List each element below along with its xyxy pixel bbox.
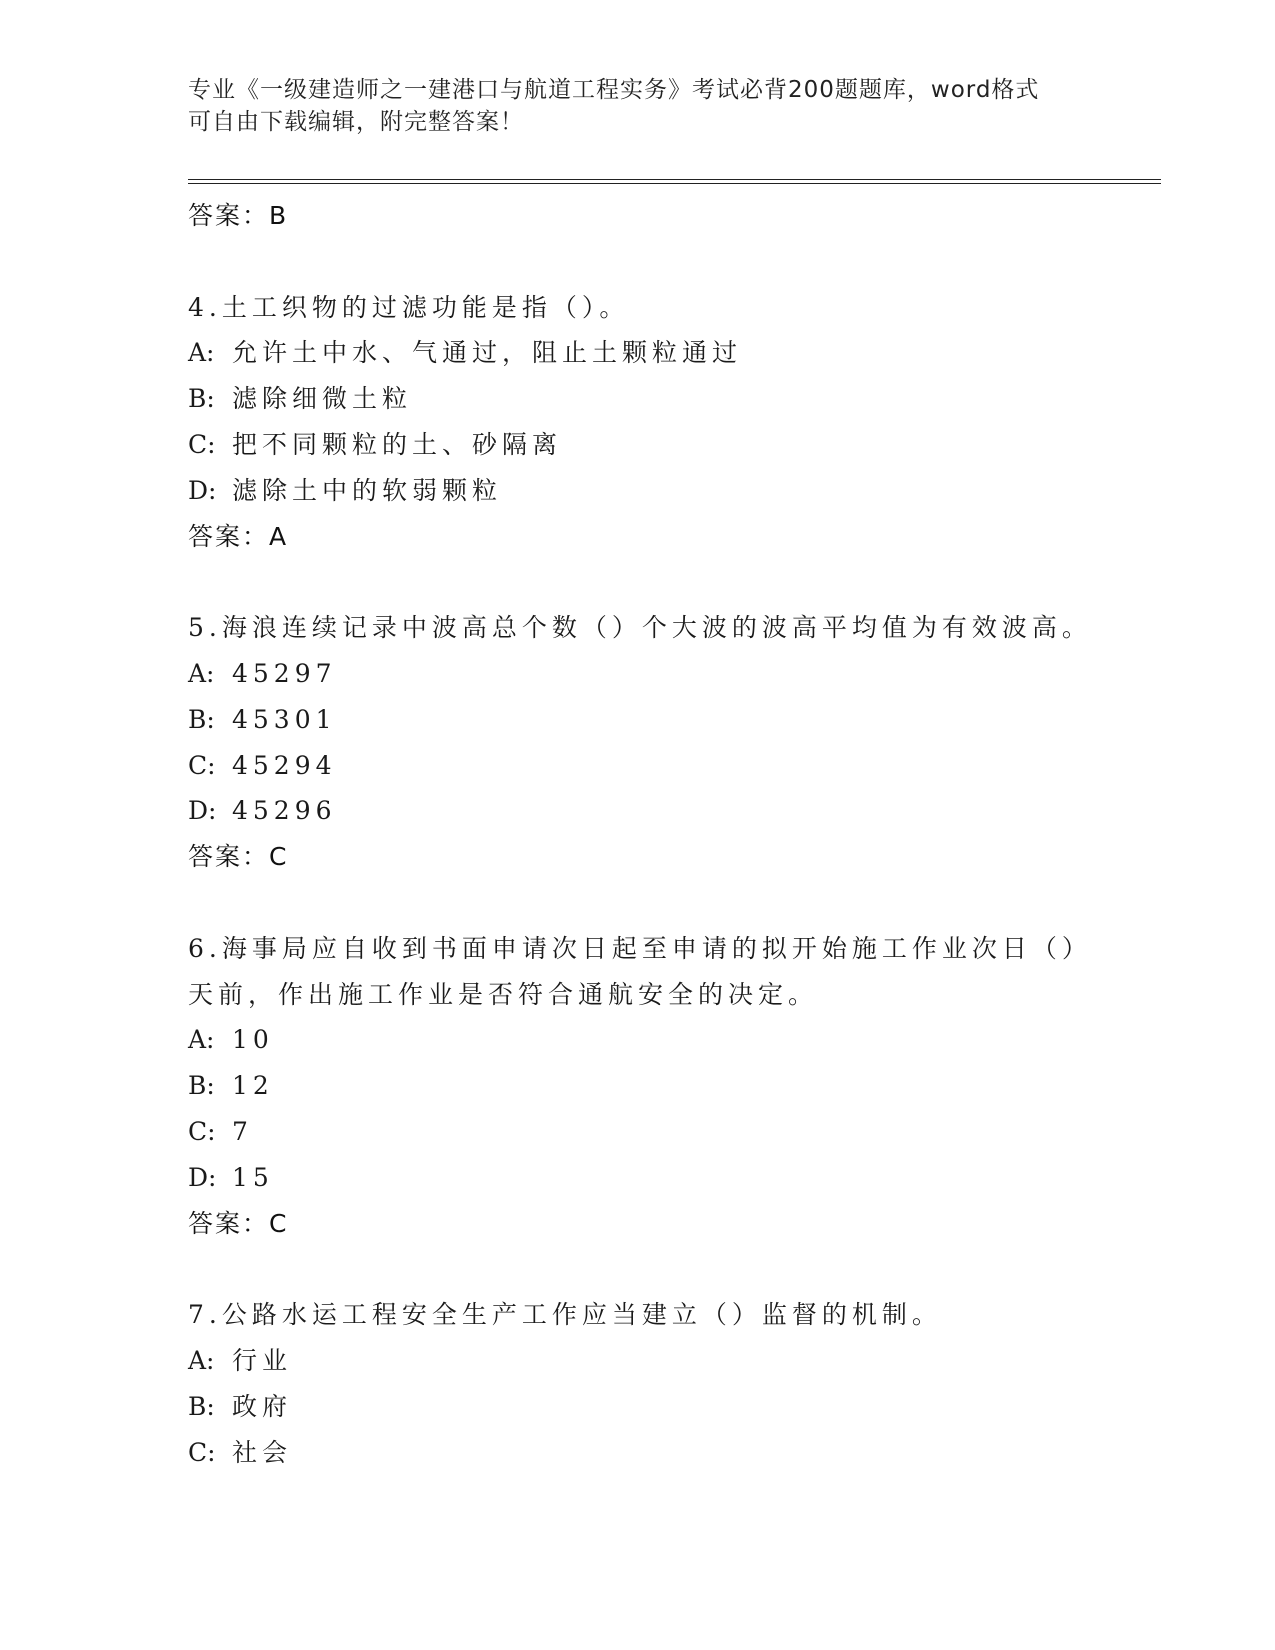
option-label: A:: [188, 338, 215, 368]
option-a: [188, 330, 1088, 376]
spacer: [188, 880, 1088, 926]
option-c: [188, 1109, 1088, 1155]
option-text: 45301: [232, 704, 337, 734]
answer-line: 答案：A: [188, 521, 289, 551]
option-text: 允许土中水、气通过，阻止土颗粒通过: [232, 338, 743, 368]
question-stem: 7.公路水运工程安全生产工作应当建立（）监督的机制。: [188, 1300, 942, 1330]
option-text: 15: [232, 1162, 274, 1192]
option-label: B:: [188, 1391, 215, 1421]
option-label: B:: [188, 1071, 215, 1101]
option-text: 社会: [232, 1437, 293, 1467]
header-rule-bottom: [188, 183, 1161, 184]
option-b: [188, 1384, 1088, 1430]
option-label: A:: [188, 1025, 215, 1055]
option-label: B:: [188, 384, 215, 414]
header-line-1: 专业《一级建造师之一建港口与航道工程实务》考试必背200题题库，word格式: [188, 77, 1040, 103]
option-label: C:: [188, 750, 216, 780]
header-line-2: 可自由下载编辑，附完整答案！: [188, 109, 524, 135]
option-b: [188, 376, 1088, 422]
option-c: [188, 743, 1088, 789]
option-d: [188, 468, 1088, 514]
question-block: [188, 926, 1092, 1247]
option-text: 滤除细微土粒: [232, 384, 413, 414]
header-rule-top: [188, 179, 1161, 180]
option-label: C:: [188, 1437, 216, 1467]
option-label: B:: [188, 704, 215, 734]
option-text: 行业: [232, 1345, 293, 1375]
option-label: C:: [188, 429, 216, 459]
question-stem: 6.海事局应自收到书面申请次日起至申请的拟开始施工作业次日（）: [188, 933, 1092, 963]
question-stem-continued: 天前，作出施工作业是否符合通航安全的决定。: [188, 979, 819, 1009]
option-text: 7: [232, 1116, 253, 1146]
option-d: [188, 788, 1088, 834]
answer-line: 答案：C: [188, 842, 289, 872]
question-block: [188, 285, 1088, 560]
option-b: [188, 697, 1088, 743]
option-d: [188, 1155, 1088, 1201]
option-text: 45297: [232, 658, 337, 688]
option-c: [188, 422, 1088, 468]
option-text: 滤除土中的软弱颗粒: [232, 475, 503, 505]
option-text: 政府: [232, 1391, 293, 1421]
option-a: [188, 1017, 1088, 1063]
spacer: [188, 559, 1088, 605]
option-c: [188, 1430, 1088, 1476]
option-label: D:: [188, 475, 217, 505]
option-a: [188, 651, 1088, 697]
option-text: 45296: [232, 796, 337, 826]
option-label: C:: [188, 1116, 216, 1146]
option-a: [188, 1338, 1088, 1384]
document-header: [188, 74, 1088, 138]
spacer: [188, 1246, 1088, 1292]
question-stem: 4.土工织物的过滤功能是指（）。: [188, 292, 630, 322]
option-label: D:: [188, 796, 217, 826]
option-label: A:: [188, 658, 215, 688]
answer-line: 答案：C: [188, 1208, 289, 1238]
option-b: [188, 1063, 1088, 1109]
option-text: 10: [232, 1025, 274, 1055]
previous-answer: 答案：B: [188, 201, 289, 230]
option-text: 把不同颗粒的土、砂隔离: [232, 429, 563, 459]
option-text: 12: [232, 1071, 274, 1101]
spacer: [188, 239, 1088, 285]
question-block: [188, 1292, 1088, 1475]
question-list: [188, 193, 1092, 1475]
question-stem: 5.海浪连续记录中波高总个数（）个大波的波高平均值为有效波高。: [188, 613, 1092, 643]
option-text: 45294: [232, 750, 337, 780]
question-block: [188, 605, 1092, 880]
option-label: A:: [188, 1345, 215, 1375]
option-label: D:: [188, 1162, 217, 1192]
